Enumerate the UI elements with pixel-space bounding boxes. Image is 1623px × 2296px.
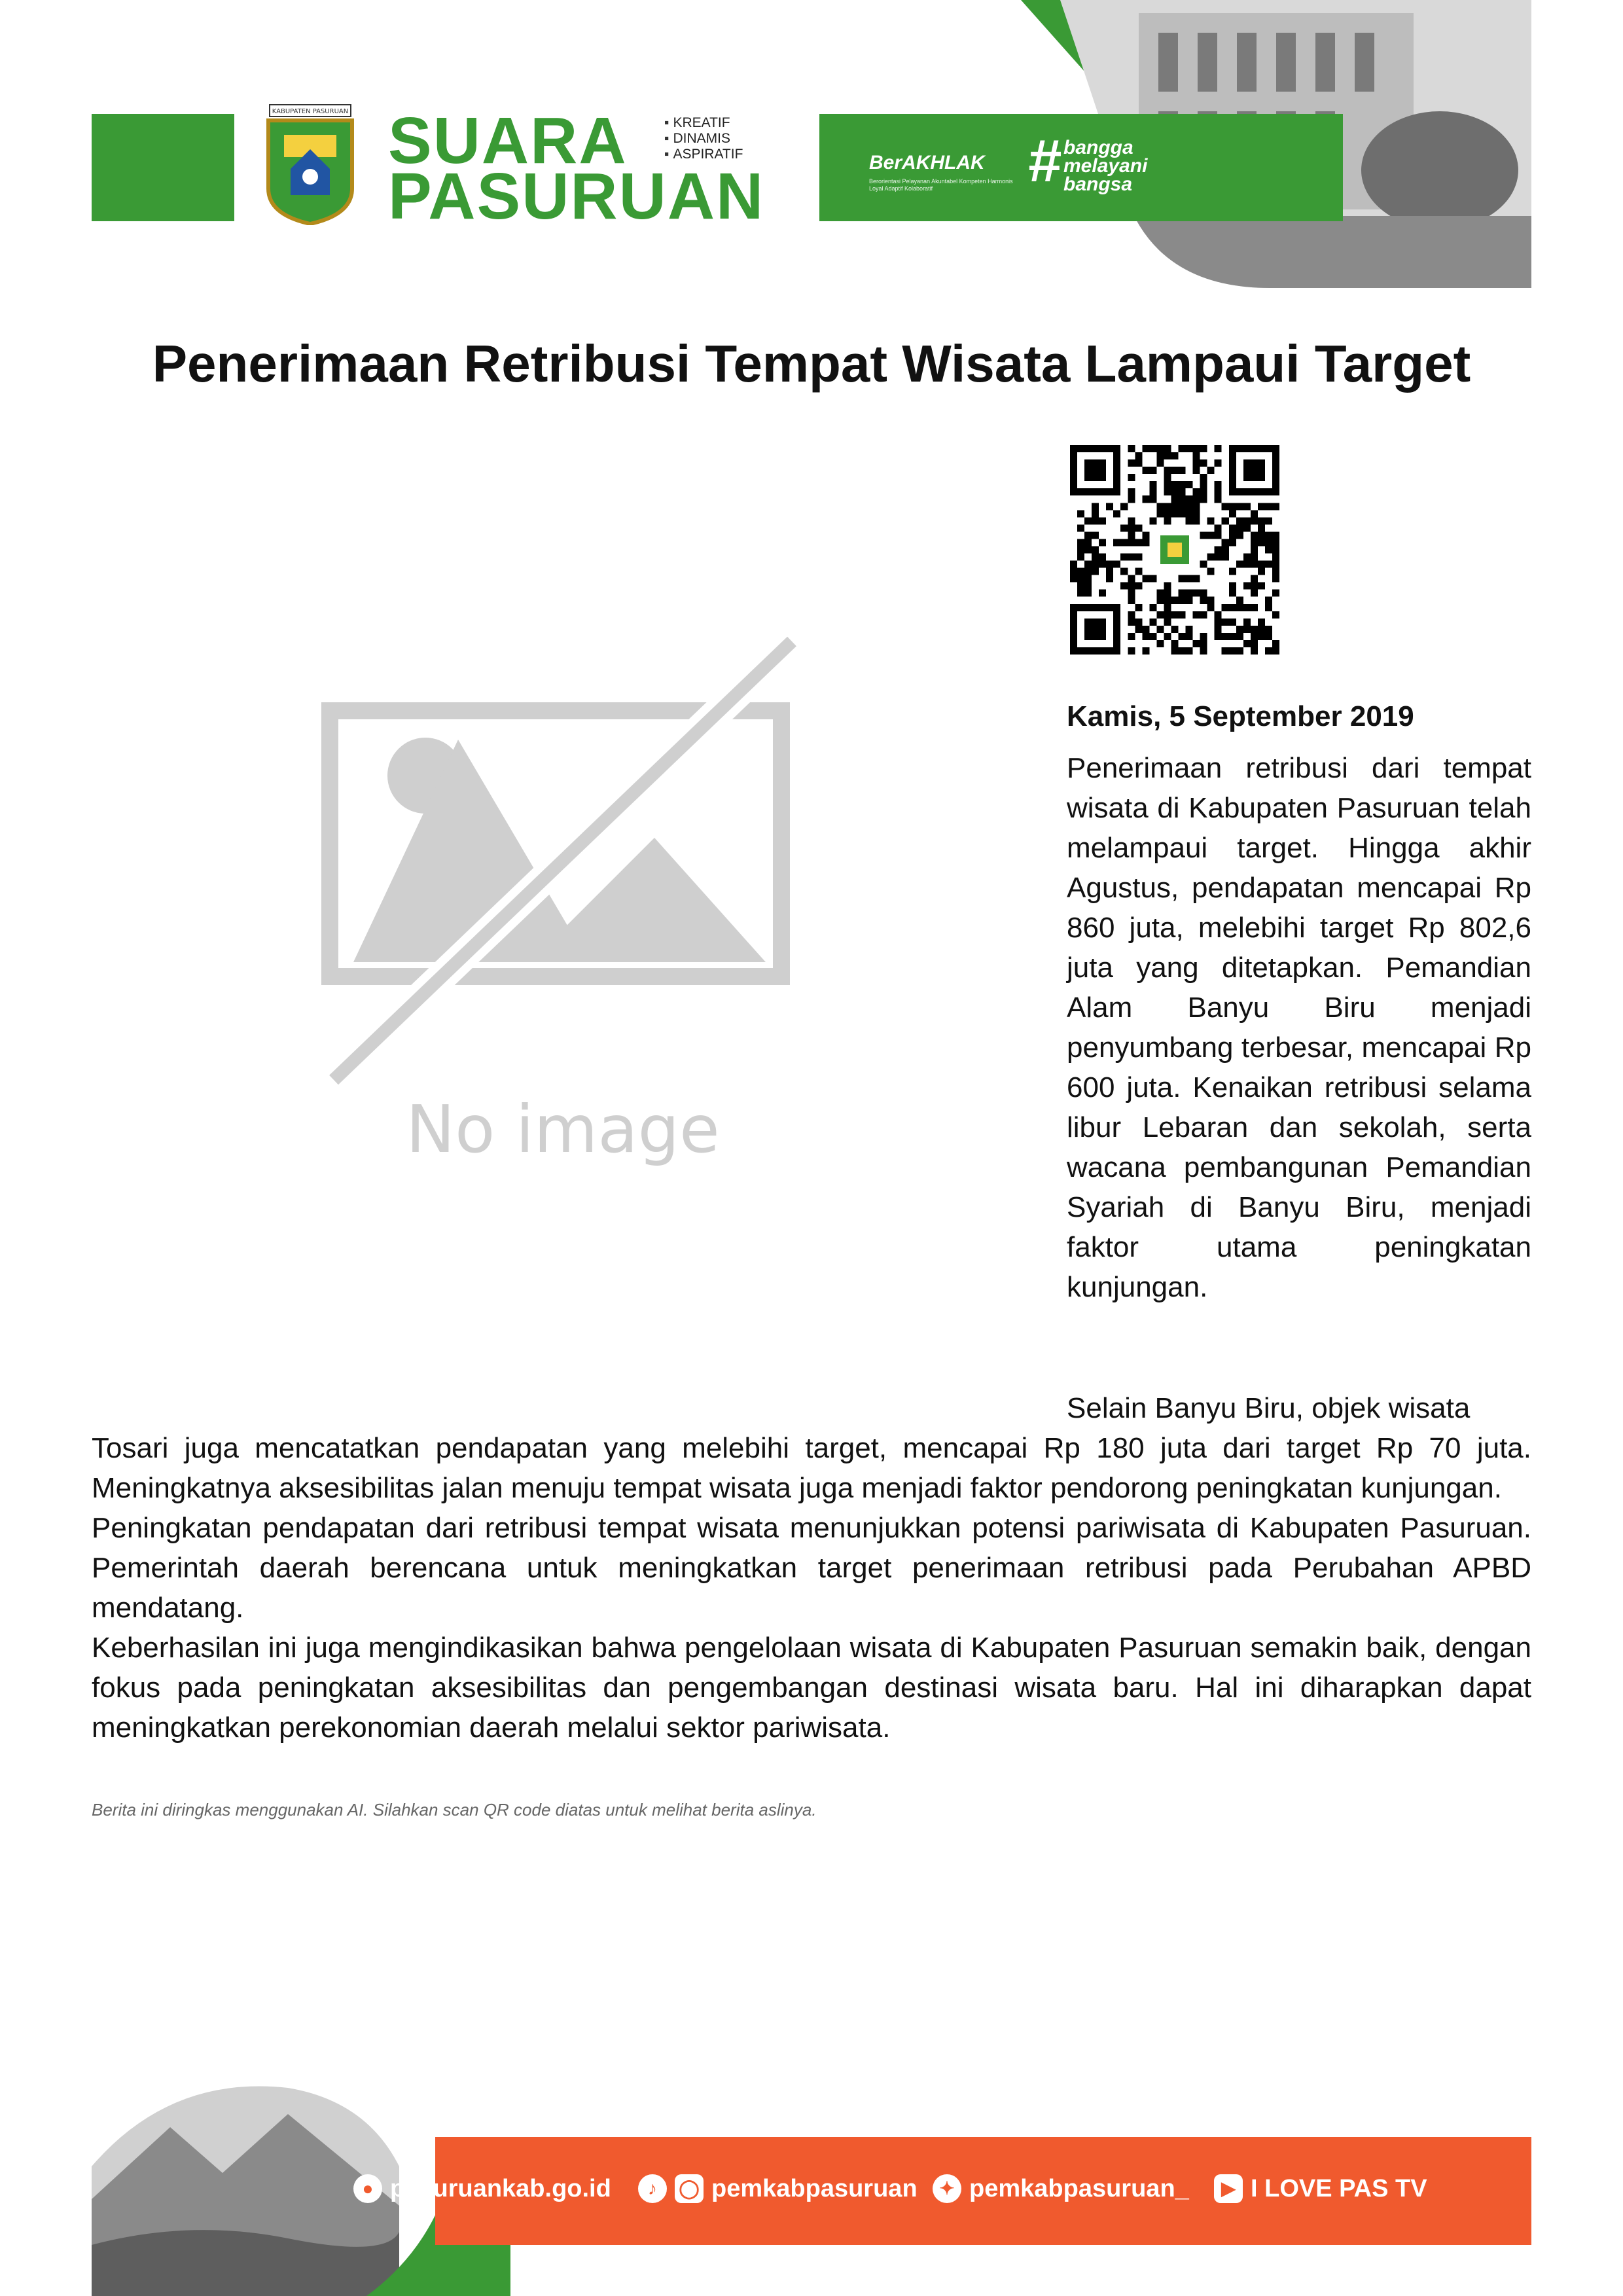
ai-summary-note: Berita ini diringkas menggunakan AI. Silahkan scan QR code diatas untuk melihat berita aslinya.	[92, 1800, 817, 1820]
bangga-melayani-bangsa-logo	[1063, 139, 1147, 194]
twitter-icon: ✦	[933, 2174, 961, 2203]
qr-code-icon[interactable]	[1070, 445, 1279, 655]
hashtag-icon: #	[1027, 128, 1061, 194]
globe-icon: ●	[353, 2174, 382, 2203]
article-paragraph-2-start: Selain Banyu Biru, objek wisata	[1067, 1392, 1471, 1424]
twitter-label: pemkabpasuruan_	[969, 2174, 1189, 2202]
paragraph-text: Penerimaan retribusi dari tempat wisata di Kabupaten Pasuruan telah melampaui target. Hingga akhir Agustus, pendapatan mencapai Rp 860 juta, melebihi target Rp 802,6 juta yang ditetapkan. Pemandian Alam Banyu Biru menjadi penyumbang terbesar, mencapai Rp 600 juta. Kenaikan retribusi selama libur Lebaran dan sekolah, serta wacana pembangunan Pemandian Syariah di Banyu Biru, menjadi faktor utama peningkatan kunjungan.	[1067, 752, 1531, 1303]
no-image-label: No image	[406, 1091, 720, 1168]
article-paragraph-2-rest: Tosari juga mencatatkan pendapatan yang melebihi target, mencapai Rp 180 juta dari target Rp 70 juta. Meningkatnya aksesibilitas jalan menuju tempat wisata juga menjadi faktor pendorong peningkatan kunjungan.	[92, 1432, 1531, 1504]
svg-text:KABUPATEN PASURUAN: KABUPATEN PASURUAN	[272, 108, 349, 115]
article-paragraph-4: Keberhasilan ini juga mengindikasikan bahwa pengelolaan wisata di Kabupaten Pasuruan semakin baik, dengan fokus pada peningkatan aksesibilitas dan pengembangan destinasi wisata baru. Hal ini diharapkan dapat meningkatkan perekonomian daerah melalui sektor pariwisata.	[92, 1632, 1531, 1744]
brand-title-line2: PASURUAN	[388, 160, 765, 233]
header-left-bar	[92, 114, 234, 221]
instagram-label: pemkabpasuruan	[711, 2174, 918, 2202]
hashtag-line: bangsa	[1063, 173, 1133, 195]
footer-youtube-link[interactable]	[1214, 2174, 1427, 2203]
youtube-label: I LOVE PAS TV	[1251, 2174, 1427, 2202]
footer-website-link[interactable]	[353, 2174, 611, 2203]
article-title: Penerimaan Retribusi Tempat Wisata Lampaui Target	[152, 334, 1471, 393]
tiktok-icon: ♪	[638, 2174, 667, 2203]
footer-instagram-tiktok-link[interactable]	[638, 2174, 918, 2203]
article-date: Kamis, 5 September 2019	[1067, 700, 1414, 732]
brand-tagline-list	[664, 115, 743, 162]
article-body-full-width	[92, 1428, 1531, 1748]
website-label: pasuruankab.go.id	[390, 2174, 611, 2202]
youtube-icon: ▶	[1214, 2174, 1243, 2203]
instagram-icon: ◯	[675, 2174, 704, 2203]
regency-crest-icon	[264, 103, 356, 225]
berakhlak-subtitle: Berorientasi Pelayanan Akuntabel Kompeten Harmonis Loyal Adaptif Kolaboratif	[869, 178, 1013, 192]
hashtag-line: bangga	[1063, 137, 1133, 158]
tagline-item: ▪ ASPIRATIF	[664, 147, 743, 162]
no-image-placeholder-icon	[314, 622, 812, 1185]
article-paragraph-1	[1067, 748, 1531, 1307]
hashtag-line: melayani	[1063, 155, 1148, 177]
berakhlak-logo: BerAKHLAK	[869, 152, 985, 173]
article-paragraph-3: Peningkatan pendapatan dari retribusi tempat wisata menunjukkan potensi pariwisata di Kabupaten Pasuruan. Pemerintah daerah berencana untuk meningkatkan target penerimaan retribusi pada Perubahan APBD mendatang.	[92, 1512, 1531, 1624]
tagline-item: ▪ KREATIF	[664, 115, 743, 131]
footer-twitter-link[interactable]	[933, 2174, 1189, 2203]
brand-title-line1: SUARA	[388, 104, 628, 177]
tagline-item: ▪ DINAMIS	[664, 131, 743, 147]
